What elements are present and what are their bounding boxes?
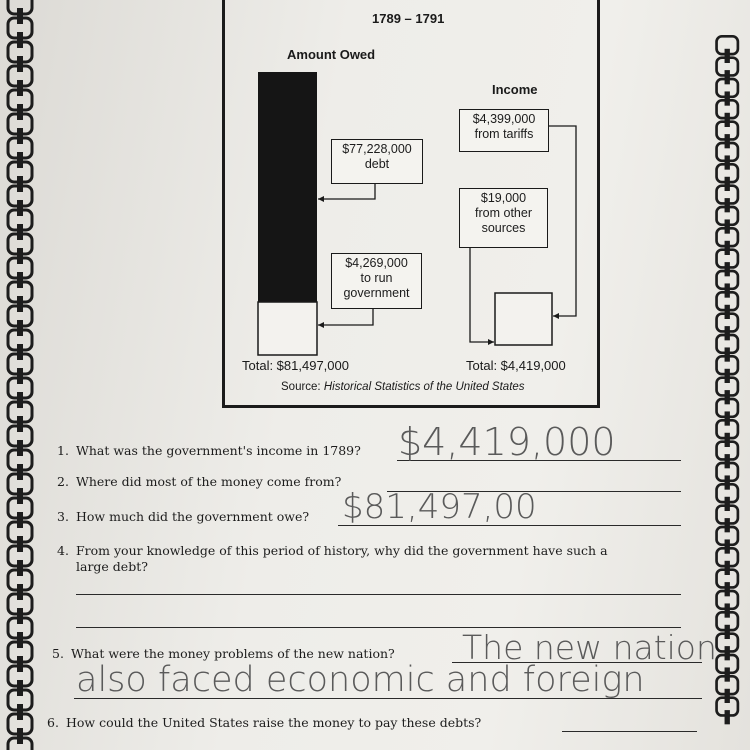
answer-1-handwriting: $4,419,000	[398, 420, 616, 464]
tariffs-label-box: $4,399,000 from tariffs	[459, 109, 549, 152]
source-line: Source: Historical Statistics of the United States	[281, 381, 525, 393]
income-bar	[495, 293, 552, 345]
run-government-label-box: $4,269,000 to run government	[331, 253, 422, 309]
run-government-bar	[258, 302, 317, 355]
answer-line-6[interactable]	[562, 731, 697, 732]
income-title: Income	[492, 82, 538, 97]
amount-owed-title: Amount Owed	[287, 47, 376, 62]
debt-bar	[258, 72, 317, 302]
question-6: 6. How could the United States raise the money to pay these debts?	[47, 715, 482, 730]
total-owed: Total: $81,497,000	[242, 358, 349, 373]
question-5: 5. What were the money problems of the new nation?	[52, 646, 395, 661]
answer-5-handwriting: The new nation	[462, 628, 717, 667]
answer-5-handwriting-cont: also faced economic and foreign	[76, 660, 645, 700]
chart-years: 1789 – 1791	[372, 11, 445, 26]
answer-line-4a[interactable]	[76, 594, 681, 595]
question-4-cont: large debt?	[76, 559, 148, 574]
question-2: 2. Where did most of the money come from?	[57, 474, 342, 489]
answer-3-handwriting: $81,497,00	[342, 487, 537, 527]
question-1: 1. What was the government's income in 1789?	[57, 443, 361, 458]
other-sources-label-box: $19,000 from other sources	[459, 188, 548, 248]
total-income: Total: $4,419,000	[466, 358, 566, 373]
question-4: 4. From your knowledge of this period of history, why did the government have such a	[57, 543, 608, 558]
question-3: 3. How much did the government owe?	[57, 509, 310, 524]
debt-label-box: $77,228,000 debt	[331, 139, 423, 184]
